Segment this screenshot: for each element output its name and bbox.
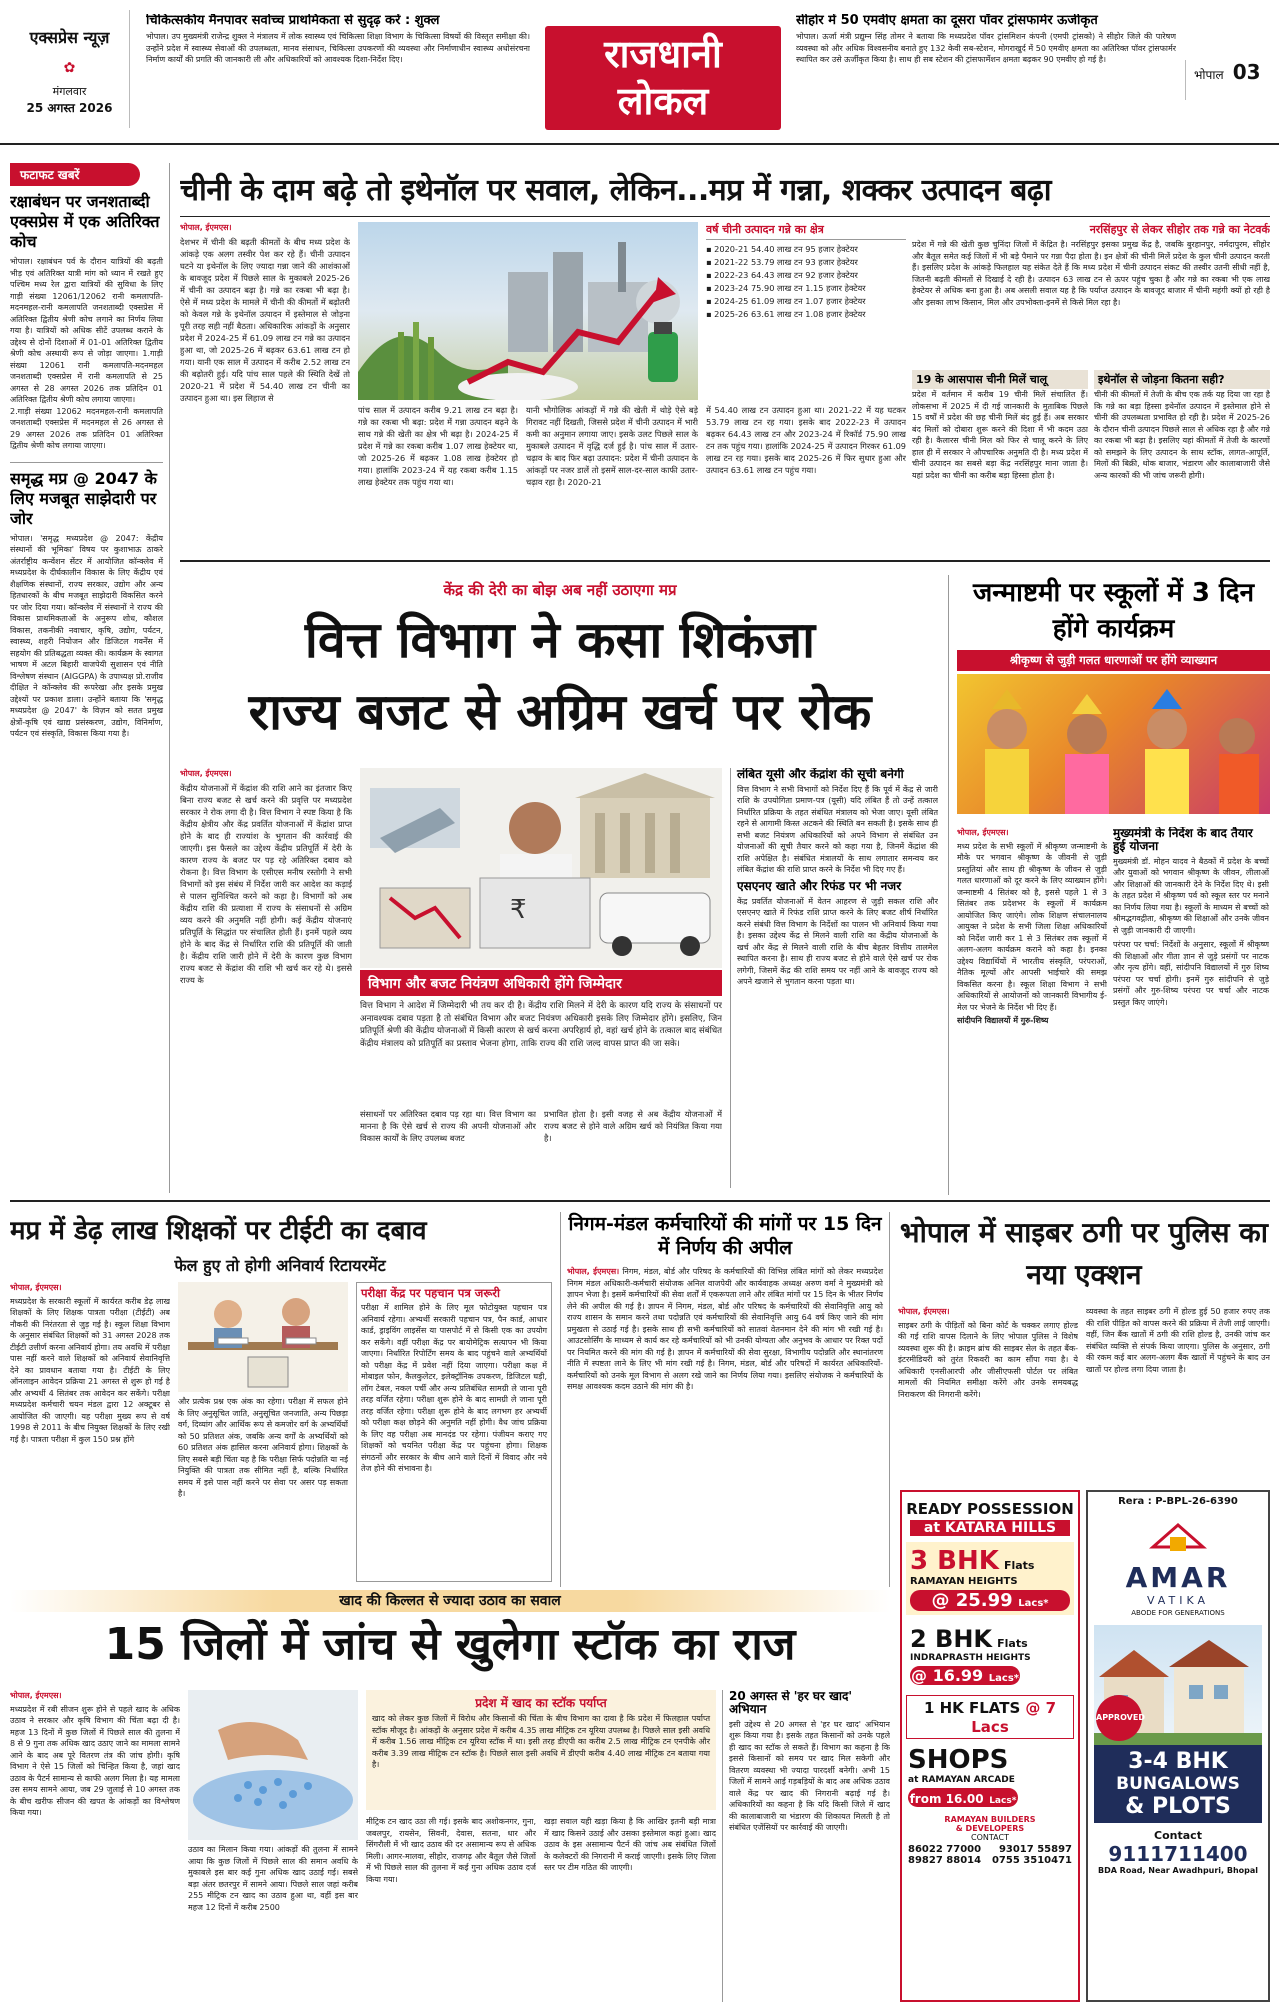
quick-news-badge: फटाफट खबरें: [10, 163, 140, 186]
sugar-headline: चीनी के दाम बढ़े तो इथेनॉल पर सवाल, लेकिन...मप्र में गन्ना, शक्कर उत्पादन बढ़ा: [180, 173, 1051, 208]
ad-ramayan-l1: READY POSSESSION: [906, 1500, 1074, 1518]
ethanol-text: चीनी की कीमतों में तेजी के बीच एक तर्क यह दिया जा रहा है कि गन्ने का बड़ा हिस्सा इथेनॉल उत्पादन में इस्तेमाल होने से चीनी की उपलब्धता प्रभावित हो रही है। प्रदेश में 2025-26 के दौरान चीनी उत्पादन पिछले साल से अधिक रहा है और गन्ने का रकबा भी बढ़ा है। इसलिए यहां कीमतों में तेजी के कारणों को समझने के लिए उत्पादन के साथ स्टॉक, लागत-आपूर्ति, मिलों की बिक्री, थोक बाजार, भंडारण और कालाबाजारी जैसे अन्य कारकों की भी जांच जरूरी होगी।: [1094, 390, 1270, 480]
section-title-1: राजधानी: [604, 32, 722, 76]
brand-name: एक्सप्रेस न्यूज़: [29, 28, 110, 47]
cm-directive-box: [1113, 827, 1269, 1192]
krishna-children-photo: [957, 674, 1270, 814]
janmashtami-story: [948, 575, 1270, 1195]
nigam-headline: निगम-मंडल कर्मचारियों की मांगों पर 15 दिन में निर्णय की अपील: [568, 1213, 882, 1259]
janmashtami-subhead: श्रीकृष्ण से जुड़ी गलत धारणाओं पर होंगे व्याख्यान: [957, 650, 1270, 671]
mills-box: [912, 370, 1088, 552]
cyber-col-1: [898, 1306, 1078, 1482]
fert-kicker: खाद की किल्लत से ज्यादा उठाव का सवाल: [10, 1590, 890, 1612]
ad-amar-badge: APPROVED: [1096, 1695, 1142, 1741]
conclave-headline: समृद्ध मप्र @ 2047 के लिए मजबूत साझेदारी पर जोर: [10, 468, 157, 528]
brief-health-text: भोपाल। उप मुख्यमंत्री राजेन्द्र शुक्ल ने मंत्रालय में लोक स्वास्थ्य एवं चिकित्सा शिक्षा विभाग के चिकित्सा विषयों की विस्तृत समीक्षा की। उन्होंने प्रदेश में स्वास्थ्य सेवाओं की उपलब्धता, मानव संसाधन, चिकित्सा उपकरणों की व्यवस्था और निर्माणाधीन स्वास्थ्य अधोसंरचना निर्माण कार्यों की प्रगति की जानकारी ली और अधिकारियों को आवश्यक दिशा-निर्देश दिए।: [146, 32, 530, 65]
finance-banner-text: वित्त विभाग ने आदेश में जिम्मेदारी भी तय कर दी है। केंद्रीय राशि मिलने में देरी के कारण यदि राज्य के संसाधनों पर अनावश्यक दबाव पड़ता है तो संबंधित विभाग और बजट नियंत्रण अधिकारी इसके लिए जिम्मेदार होंगे। इसलिए, जिन प्रतिपूर्ति श्रेणी की केंद्रीय योजनाओं में किसी कारण से खर्च करना अपरिहार्य हो, वहां खर्च होने के तत्काल बाद संबंधित केंद्रीय मंत्रालय को प्रतिपूर्ति का प्रस्ताव भेजना होगा, ताकि राज्य की राशि जल्द वापस प्राप्त की जा सके।: [360, 1001, 722, 1049]
ad-ramayan-l11: at RAMAYAN ARCADE: [908, 1775, 1015, 1785]
conclave-text: भोपाल। 'समृद्ध मध्यप्रदेश @ 2047: केंद्रीय संस्थानों की भूमिका' विषय पर कुशाभाऊ ठाकरे अंतर्राष्ट्रीय कन्वेंशन सेंटर में आयोजित कॉन्क्लेव में मध्यप्रदेश के दीर्घकालीन विकास के लिए केंद्रीय एवं शैक्षणिक संस्थानों, राज्य सरकार, उद्योग और अन्य हितधारकों के बीच मजबूत साझेदारी विकसित करने पर जोर दिया गया। कॉन्क्लेव में संस्थानों ने राज्य की विकास प्राथमिकताओं के अनुरूप शोध, कौशल विकास, तकनीकी नवाचार, कृषि, उद्योग, पर्यटन, स्वास्थ्य, शहरी नियोजन और डिजिटल गवर्नेंस में सहयोग की प्रतिबद्धता व्यक्त की। कार्यक्रम के स्वागत भाषण में अटल बिहारी वाजपेयी सुशासन एवं नीति विश्लेषण संस्थान (AIGGPA) के उपाध्यक्ष प्रो.राजीव दीक्षित ने कॉन्क्लेव की रूपरेखा और इसके प्रमुख उद्देश्यों पर प्रकाश डाला। उन्होंने बताया कि 'समृद्ध मध्यप्रदेश @ 2047' के विज़न को सतत प्रमुख क्षेत्रों-कृषि एवं खाद्य प्रसंस्करण, उद्योग, विनिर्माण, पर्यटन एवं संस्कृति, विकास किया गया है।: [10, 533, 163, 738]
flower-icon: ✿: [63, 60, 76, 76]
weekday: मंगलवार: [52, 85, 87, 98]
janmashtami-headline: जन्माष्टमी पर स्कूलों में 3 दिन होंगे कार्यक्रम: [972, 578, 1255, 644]
janmashtami-caption: सांदीपनि विद्यालयों में गुरु-शिष्य: [957, 1016, 1049, 1025]
ad-amar-logo2: VATIKA: [1146, 1594, 1209, 1607]
sugar-col-4: में 54.40 लाख टन उत्पादन हुआ था। 2021-22 में यह घटकर 53.79 लाख टन रह गया। इसके बाद 2022-23 में उत्पादन बढ़कर 64.43 लाख टन और 2023-24 में रिकॉर्ड 75.90 लाख टन तक पहुंच गया। हालांकि 2024-25 में उत्पादन गिरकर 61.09 लाख टन रह गया। इसके बाद 2025-26 में फिर सुधार हुआ और उत्पादन 63.61 लाख टन पहुंच गया।: [706, 405, 906, 475]
finance-col-1-text: केंद्रीय योजनाओं में केंद्रांश की राशि आने का इंतजार किए बिना राज्य बजट से खर्च करने की प्रवृत्ति पर मध्यप्रदेश सरकार ने रोक लगा दी है। वित्त विभाग ने स्पष्ट किया है कि केंद्रीय क्षेत्रीय और केंद्र प्रवर्तित योजनाओं में केंद्रांश प्राप्त होने के बाद ही राज्यांश के भुगतान की कार्रवाई की जाएगी। इस फैसले का उद्देश्य केंद्रीय प्रतिपूर्ति में देरी के कारण राज्य के बजट पर पड़ रहे अतिरिक्त दबाव को रोकना है। वित्त विभाग के एसीएस मनीष रस्तोगी ने सभी विभागों को इस संबंध में निर्देश जारी कर आदेश का कड़ाई से पालन सुनिश्चित करने को कहा है। विभागों को अब केंद्रीय राशि की प्रत्याशा में राज्य के संसाधनों से अग्रिम व्यय करने की अनुमति नहीं होगी। कई केंद्रीय योजनाएं प्रतिपूर्ति के सिद्धांत पर संचालित होती हैं। इनमें पहले व्यय होने के बाद केंद्र से निर्धारित राशि की प्रतिपूर्ति की जाती है। केंद्रीय राशि जारी होने में देरी के कारण कुछ विभाग राज्य बजट से केंद्रांश की राशि भी खर्च कर रहे थे। इससे राज्य के: [180, 783, 352, 985]
sugar-factory-photo: [358, 222, 698, 400]
tet-col-1-text: मध्यप्रदेश के सरकारी स्कूलों में कार्यरत करीब डेढ़ लाख शिक्षकों के लिए शिक्षक पात्रता परीक्षा (टीईटी) अब नौकरी की निरंतरता से जुड़ गई है। स्कूल शिक्षा विभाग के अनुसार संबंधित शिक्षकों को 31 अगस्त 2028 तक टीईटी उत्तीर्ण करना अनिवार्य होगा। तय अवधि में परीक्षा पास नहीं करने वाले शिक्षकों को अनिवार्य सेवानिवृत्ति देने का प्रावधान बताया गया है। टीईटी के लिए ऑनलाइन आवेदन प्रक्रिया 21 अगस्त से शुरू हो गई है और अभ्यर्थी 4 सितंबर तक आवेदन कर सकेंगे। परीक्षा मध्यप्रदेश कर्मचारी चयन मंडल द्वारा 12 अक्टूबर से आयोजित की जाएगी। यह परीक्षा मुख्य रूप से वर्ष 1998 से 2011 के बीच नियुक्त शिक्षकों के लिए रखी गई है। पात्रता परीक्षा में कुल 150 प्रश्न होंगे: [10, 1296, 170, 1444]
nigam-dateline: भोपाल, ईएमएस।: [567, 1267, 620, 1276]
har-ghar-box: [722, 1690, 890, 2002]
fert-col-4: खड़ा सवाल यही खड़ा किया है कि आखिर इतनी बड़ी मात्रा में खाद किसने उठाई और उसका इस्तेमाल कहां हुआ। खाद उठाव के इस असामान्य पैटर्न की जांच अब संबंधित जिलों के कलेक्टरों की निगरानी में कराई जाएगी। इसके लिए जिला स्तर पर टीम गठित की जाएगी।: [544, 1817, 716, 1872]
sugar-col-2: पांच साल में उत्पादन करीब 9.21 लाख टन बढ़ा है। गन्ने का रकबा भी बढ़ा: प्रदेश में गन्ना उत्पादन बढ़ने के साथ गन्ने की खेती का क्षेत्र भी बढ़ा है। 2024-25 में प्रदेश में गन्ने का रकबा करीब 1.07 लाख हेक्टेयर था, जो 2025-26 में बढ़कर 1.08 लाख हेक्टेयर हो गया। हालांकि 2023-24 में यह रकबा करीब 1.15 लाख हेक्टेयर तक पहुंच गया था।: [358, 405, 518, 487]
house-logo-icon: [1148, 1517, 1208, 1557]
ad-ramayan-l8: @ 16.99: [911, 1666, 984, 1685]
rakhi-headline: रक्षाबंधन पर जनशताब्दी एक्सप्रेस में एक अतिरिक्त कोच: [10, 192, 160, 251]
ad-ramayan-price-1: [910, 1590, 1070, 1611]
mills-text: प्रदेश में वर्तमान में करीब 19 चीनी मिलें संचालित हैं। लोकसभा में 2025 में दी गई जानकारी के मुताबिक पिछले 15 वर्षों में प्रदेश की छह चीनी मिलें बंद हुई हैं। अब सरकार बंद मिलों को दोबारा शुरू करने की दिशा में भी कदम उठा रही है। कैलारस चीनी मिल को फिर से चालू करने के लिए हाल ही में सरकार ने औपचारिक अनुमति दी है। मध्य प्रदेश में चीनी उत्पादन का सबसे बड़ा केंद्र नरसिंहपुर माना जाता है। यहां प्रदेश का चीनी का करीब बड़ा हिस्सा होता है।: [912, 390, 1088, 480]
rakhi-text: भोपाल। रक्षाबंधन पर्व के दौरान यात्रियों की बढ़ती भीड़ एवं अतिरिक्त यात्री मांग को ध्यान में रखते हुए पश्चिम मध्य रेल द्वारा यात्रियों की सुविधा के लिए गाड़ी संख्या 12061/12062 रानी कमलापति-मदनमहल-रानी कमलापति जनशताब्दी एक्सप्रेस में अतिरिक्त द्वितीय श्रेणी कोच लगाने का निर्णय लिया गया है। यात्रियों को अधिक सीटें उपलब्ध कराने के उद्देश्य से दोनों दिशाओं में 01-01 अतिरिक्त द्वितीय श्रेणी कोच अस्थायी रूप से जोड़ा जाएगा। 1.गाड़ी संख्या 12061 रानी कमलापति-मदनमहल जनशताब्दी एक्सप्रेस में रानी कमलापति से 25 अगस्त से 28 अगस्त 2026 तक प्रतिदिन 01 अतिरिक्त द्वितीय श्रेणी कोच लगाया जाएगा।: [10, 257, 163, 404]
ad-amar-l3: & PLOTS: [1125, 1794, 1231, 1819]
page-info: [1185, 60, 1275, 100]
ad-ramayan-l13: RAMAYAN BUILDERS: [944, 1815, 1036, 1824]
tet-col-2: और प्रत्येक प्रश्न एक अंक का रहेगा। परीक्षा में सफल होने के लिए अनुसूचित जाति, अनुसूचित जनजाति, अन्य पिछड़ा वर्ग, दिव्यांग और आर्थिक रूप से कमजोर वर्ग के अभ्यर्थियों को 50 प्रतिशत अंक, जबकि अन्य वर्गों के अभ्यर्थियों को 60 प्रतिशत अंक हासिल करना अनिवार्य होगा। शिक्षकों के लिए सबसे बड़ी चिंता यह है कि परीक्षा सिर्फ पदोन्नति या नई नियुक्ति की पात्रता तक सीमित नहीं है, बल्कि निर्धारित समय में इसे पास नहीं करने पर सेवा पर असर पड़ सकता है।: [178, 1397, 348, 1498]
tet-dateline: भोपाल, ईएमएस।: [10, 1283, 62, 1292]
ad-ramayan-l6: 2 BHK: [910, 1625, 993, 1653]
finance-banner: विभाग और बजट नियंत्रण अधिकारी होंगे जिम्मेदार: [360, 970, 722, 996]
city-label: भोपाल: [1194, 68, 1224, 82]
sugar-table-row: ▪ 2020-21 54.40 लाख टन 95 हजार हेक्टेयर: [706, 244, 858, 254]
brief-health: [146, 14, 530, 132]
ad-ramayan-l12b: Lacs*: [989, 1796, 1017, 1806]
finance-headline-2: राज्य बजट से अग्रिम खर्च पर रोक: [248, 683, 872, 741]
finance-dateline: भोपाल, ईएमएस।: [180, 769, 232, 778]
ad-ramayan-l3: 3 BHK: [910, 1546, 999, 1576]
ad-ramayan-l14: & DEVELOPERS: [955, 1824, 1025, 1833]
ad-ramayan-l2: at KATARA HILLS: [910, 1520, 1070, 1536]
stock-box-title: प्रदेश में खाद का स्टॉक पर्याप्त: [475, 1696, 607, 1710]
finance-col-3: प्रभावित होता है। इसी वजह से अब केंद्रीय योजनाओं में राज्य बजट से होने वाले अग्रिम खर्च को नियंत्रित किया गया है।: [544, 1109, 722, 1143]
sugar-col-1: [180, 222, 350, 552]
ad-amar-rera: Rera : P-BPL-26-6390: [1118, 1496, 1238, 1507]
cyber-col-1-text: साइबर ठगी के पीड़ितों को बिना कोर्ट के चक्कर लगाए होल्ड की गई राशि वापस दिलाने के लिए भोपाल पुलिस ने विशेष व्यवस्था शुरू की है। क्राइम ब्रांच की साइबर सेल के तहत बैंक-इंटरमीडियरी को तुरंत रिकवरी का काम सौंपा गया है। ये अधिकारी एनसीआरपी और जीसीएफसी पोर्टल पर लंबित मामलों की नियमित समीक्षा करेंगे और उनके समयबद्ध निराकरण की निगरानी करेंगे।: [898, 1320, 1078, 1399]
nigam-story: [560, 1212, 890, 1587]
ad-ramayan-l9: 1 HK FLATS: [923, 1699, 1021, 1717]
cyber-dateline: भोपाल, ईएमएस।: [898, 1307, 950, 1316]
tet-subhead: फेल हुए तो होगी अनिवार्य रिटायरमेंट: [174, 1256, 386, 1275]
tradition-text: परंपरा पर चर्चा: निर्देशों के अनुसार, स्कूलों में श्रीकृष्ण की शिक्षाओं और गीता ज्ञान से जुड़े प्रसंगों पर नाटक और नृत्य होंगे। वहीं, सांदीपनि विद्यालयों में गुरु शिष्य परंपरा पर चर्चा होगी। इनमें गुरु सांदीपनि से जुड़े प्रसंगों और गुरु-शिष्य परंपरा पर चर्चा और नाटक प्रस्तुत किए जाएंगे।: [1113, 940, 1269, 1007]
rakhi-text-2: 2.गाड़ी संख्या 12062 मदनमहल-रानी कमलापति जनशताब्दी एक्सप्रेस में मदनमहल से 26 अगस्त से 29 अगस्त 2026 तक प्रतिदिन 01 अतिरिक्त द्वितीय श्रेणी कोच लगाया जाएगा।: [10, 406, 163, 450]
fert-dateline: भोपाल, ईएमएस।: [10, 1691, 62, 1700]
brand-box: [10, 10, 130, 128]
tet-headline: मप्र में डेढ़ लाख शिक्षकों पर टीईटी का दबाव: [10, 1216, 427, 1246]
sugar-col-3: यानी भौगोलिक आंकड़ों में गन्ने की खेती में थोड़े ऐसे बड़े गिरावट नहीं दिखती, जिससे प्रदेश में चीनी उत्पादन में भारी कमी का अनुमान लगाया जाए। इसके उलट पिछले साल के मुकाबले उत्पादन में वृद्धि दर्ज हुई है। पांच साल में उतार-चढ़ाव के बाद फिर बढ़ा उत्पादन: प्रदेश में चीनी उत्पादन के आंकड़ों पर नजर डालें तो इसमें साल-दर-साल काफी उतार-चढ़ाव रहा है। 2020-21: [526, 405, 698, 487]
ethanol-title: इथेनॉल से जोड़ना कितना सही?: [1094, 370, 1270, 389]
left-column: [10, 163, 170, 1193]
uc-box: [730, 768, 938, 1188]
fert-col-1-text: मध्यप्रदेश में रबी सीजन शुरू होने से पहले खाद के अधिक उठाव ने सरकार और कृषि विभाग की चिंता बढ़ा दी है। महज 13 दिनों में कुछ जिलों में पिछले साल की तुलना में 8 से 9 गुना तक अधिक खाद उठाए जाने का मामला सामने आने के बाद अब पूरे वितरण तंत्र की जांच होगी। कृषि विभाग ने ऐसे 15 जिलों को चिन्हित किया है, जहां खाद उठाव के पैटर्न सामान्य से काफी अलग मिला है। यह मामला उस समय सामने आया, जब 29 जुलाई से 10 अगस्त तक के बीच खरीफ सीजन की खपत के आंकड़ों का विश्लेषण किया गया।: [10, 1704, 180, 1817]
sugar-table-row: ▪ 2022-23 64.43 लाख टन 92 हजार हेक्टेयर: [706, 270, 858, 280]
narsinghpur-title: नरसिंहपुर से लेकर सीहोर तक गन्ने का नेटवर्क: [1089, 223, 1270, 236]
issue-date: 25 अगस्त 2026: [26, 101, 113, 115]
ad-ramayan-l5: @ 25.99: [931, 1590, 1013, 1611]
bungalow-photo: [1094, 1625, 1262, 1745]
tet-col-1: [10, 1282, 170, 1582]
ad-ramayan-l10: SHOPS: [908, 1745, 1009, 1775]
finance-kicker: केंद्र की देरी का बोझ अब नहीं उठाएगा मप्र: [443, 581, 677, 599]
narsinghpur-box: [912, 222, 1270, 367]
ad-amar-address: BDA Road, Near Awadhpuri, Bhopal: [1097, 1866, 1259, 1875]
janmashtami-dateline: भोपाल, ईएमएस।: [957, 828, 1009, 837]
ad-ramayan-l5b: Lacs*: [1018, 1598, 1049, 1609]
masthead: [0, 0, 1279, 145]
ad-ramayan-phone-1[interactable]: 86022 77000: [908, 1844, 982, 1855]
id-box-title: परीक्षा केंद्र पर पहचान पत्र जरूरी: [361, 1286, 500, 1300]
section-logo: [545, 26, 781, 130]
nigam-body: [567, 1266, 883, 1393]
ad-amar-l1: 3-4 BHK: [1128, 1749, 1228, 1774]
exam-illustration: [178, 1282, 348, 1392]
sna-box-title: एसएनए खाते और रिफंड पर भी नजर: [737, 878, 902, 893]
mills-title: 19 के आसपास चीनी मिलें चालू: [912, 370, 1088, 389]
ad-ramayan-price-2: [910, 1666, 1020, 1685]
janmashtami-text: मध्य प्रदेश के सभी स्कूलों में श्रीकृष्ण जन्माष्टमी के मौके पर भगवान श्रीकृष्ण के जीवनी से जुड़ी प्रस्तुतियां और साथ ही श्रीकृष्ण के जीवन से जुड़ी गलत धारणाओं को दूर करने के लिए व्याख्यान होंगे। जन्माष्टमी 4 सितंबर को है, इससे पहले 1 से 3 सितंबर तक प्रदेशभर के स्कूलों में कार्यक्रम आयोजित किए जाएंगे। लोक शिक्षण संचालनालय आयुक्त ने प्रदेश के सभी जिला शिक्षा अधिकारियों को निर्देश जारी कर 1 से 3 सितंबर तक स्कूलों में अलग-अलग कार्यक्रम कराने को कहा है। इनका उद्देश्य विद्यार्थियों में भारतीय संस्कृति, परंपराओं, नैतिक मूल्यों और आपसी भाईचारे की समझ विकसित करना है। स्कूल शिक्षा विभाग ने सभी अधिकारियों से आयोजनों को जानकारी विभागीय ई-मेल पर भेजने के निर्देश भी दिए हैं।: [957, 841, 1107, 1012]
stock-box-text: खाद को लेकर कुछ जिलों में विरोध और किसानों की चिंता के बीच विभाग का दावा है कि प्रदेश में फिलहाल पर्याप्त स्टॉक मौजूद है। आंकड़ों के अनुसार प्रदेश में करीब 4.35 लाख मीट्रिक टन यूरिया उपलब्ध है। पिछले साल इसी अवधि में करीब 1.56 लाख मीट्रिक टन यूरिया स्टॉक में था। इसी तरह डीएपी का करीब 2.5 लाख मीट्रिक टन एनपीके और करीब 3.39 लाख मीट्रिक टन स्टॉक है। पिछले साल इसी अवधि में डीएपी करीब 4.40 लाख मीट्रिक टन बताया गया है।: [372, 1714, 710, 1769]
sugar-table-row: ▪ 2024-25 61.09 लाख टन 1.07 हजार हेक्टेयर: [706, 296, 866, 306]
id-box-text: परीक्षा में शामिल होने के लिए मूल फोटोयुक्त पहचान पत्र अनिवार्य रहेगा। अभ्यर्थी सरकारी पहचान पत्र, पैन कार्ड, आधार कार्ड, ड्राइविंग लाइसेंस या पासपोर्ट में से किसी एक का उपयोग कर सकेंगे। वहीं परीक्षा केंद्र पर बायोमेट्रिक सत्यापन भी किया जाएगा। निर्धारित रिपोर्टिंग समय के बाद पहुंचने वाले अभ्यर्थियों को परीक्षा केंद्र में प्रवेश नहीं दिया जाएगा। परीक्षा कक्ष में मोबाइल फोन, कैलकुलेटर, इलेक्ट्रॉनिक उपकरण, डिजिटल घड़ी, लॉग टेबल, नकल पर्ची और अन्य प्रतिबंधित सामग्री ले जाना पूरी तरह वर्जित रहेगा। परीक्षा शुरू होने के बाद सामग्री ले जाना पूरी तरह वर्जित रहेगा। परीक्षा शुरू होने के बाद लगभग हर अभ्यर्थी को परीक्षा कक्ष छोड़ने की अनुमति नहीं होगी। वैध जांच प्रक्रिया के लिए वह परीक्षा अब मानदंड पर रहेगा। पंजीयन कराए गए शिक्षकों को चयनित परीक्षा केंद्र पर पहुंचना होगा। शिक्षक संगठनों और सरकार के बीच आने वाले दिनों में विवाद और नये तेज होने की संभावना है।: [361, 1303, 547, 1474]
finance-minister-photo: [360, 768, 722, 968]
sugar-table-row: ▪ 2021-22 53.79 लाख टन 93 हजार हेक्टेयर: [706, 257, 858, 267]
fert-col-1: [10, 1690, 180, 2002]
ad-ramayan-l12: from 16.00: [909, 1792, 984, 1806]
ad-amar-logo: AMAR: [1125, 1561, 1231, 1594]
brief-power-title: सीहोर में 50 एमवीए क्षमता का दूसरा पॉवर ट्रांसफार्मर ऊर्जीकृत: [796, 14, 1098, 28]
ad-ramayan-phone-2[interactable]: 93017 55897: [998, 1844, 1072, 1855]
fert-headline: 15 जिलों में जांच से खुलेगा स्टॉक का राज: [104, 1619, 796, 1670]
nigam-text: निगम, मंडल, बोर्ड और परिषद के कर्मचारियों की विभिन्न लंबित मांगों को लेकर मध्यप्रदेश निगम मंडल अधिकारी-कर्मचारी संयोजक अनिल वाजपेयी और कार्यवाहक अध्यक्ष अरुण वर्मा ने मुख्यमंत्री को ज्ञापन भेजा है। इसमें कर्मचारियों की सेवा शर्तों में एकरूपता लाने और लंबित मांगों पर 15 दिन के भीतर निर्णय लेने की अपील की गई है। ज्ञापन में निगम, मंडल, बोर्ड और परिषद के कर्मचारियों की सेवानिवृत्ति आयु को राज्य शासन के समान करने तथा पदोन्नति एवं कर्मचारियों की सेवानिवृत्ति आयु 64 वर्ष किए जाने की मांग प्रमुखता से उठाई गई है। इसके साथ ही सभी कर्मचारियों को सातवां वेतनमान देने की मांग भी रखी गई है। आउटसोर्सिंग के माध्यम से कार्य कर रहे कर्मचारियों को भी उनकी योग्यता और अनुभव के आधार पर रिक्त पदों पर नियमित करने की मांग की गई है। ज्ञापन में कर्मचारियों की सेवा सुरक्षा, विभागीय पदोन्नति और स्थानांतरण नीति में स्पष्टता लाने के लिए भी मांग रखी गई है। निगम, मंडल, बोर्ड और परिषदों में कार्यरत अधिकारियों-कर्मचारियों को उनके मूल विभाग से अलग रखे जाने का निर्णय लिया गया। इसलिए संयोजक ने कर्मचारियों के समक्ष आवश्यक कदम उठाने की मांग की है।: [567, 1267, 884, 1391]
ad-amar-vatika: [1086, 1490, 1270, 2002]
stock-box: [366, 1690, 716, 1810]
ad-ramayan-l9b: @ 7 Lacs: [971, 1699, 1057, 1736]
fert-col-2: उठाव का मिलान किया गया। आंकड़ों की तुलना में सामने आया कि कुछ जिलों में पिछले साल की समान अवधि के मुकाबले इस बार कई गुना अधिक खाद उठाई गई। सबसे बड़ा अंतर छतरपुर में सामने आया। पिछले साल जहां करीब 255 मीट्रिक टन खाद का उठाव हुआ था, वहीं इस बार महज 12 दिनों में करीब 2500: [188, 1845, 358, 1912]
ad-ramayan-l4: RAMAYAN HEIGHTS: [910, 1576, 1018, 1587]
page-number: 03: [1232, 60, 1261, 84]
id-box: [356, 1282, 552, 1582]
finance-headline-1: वित्त विभाग ने कसा शिकंजा: [304, 611, 816, 669]
cyber-col-2: व्यवस्था के तहत साइबर ठगी में होल्ड हुई 50 हजार रुपए तक की राशि पीड़ित को वापस करने की प्रक्रिया में तेजी लाई जाएगी। वहीं, जिन बैंक खातों में ठगी की राशि होल्ड है, उनकी जांच कर संबंधित व्यक्ति से संपर्क किया जाएगा। पुलिस के अनुसार, ठगी की रकम कई बार अलग-अलग बैंक खातों में पहुंचने के बाद उन खातों पर होल्ड लगा दिया जाता है।: [1086, 1307, 1270, 1374]
finance-col-1: [180, 768, 352, 1188]
sugar-table-rows: [706, 243, 906, 320]
ad-ramayan-phone-4[interactable]: 0755 3510471: [991, 1855, 1072, 1866]
fert-col-3: मीट्रिक टन खाद उठा ली गई। इसके बाद अशोकनगर, गुना, जबलपुर, रायसेन, सिवनी, देवास, सतना, धार और सिंगरौली में भी खाद उठाव की दर असामान्य रूप से अधिक मिली। आगर-मालवा, सीहोर, राजगढ़ और बैतूल जैसे जिलों में भी पिछले साल की तुलना में कई गुना अधिक उठाव दर्ज किया गया।: [366, 1817, 536, 1884]
sugar-dateline: भोपाल, ईएमएस।: [180, 223, 232, 232]
ad-ramayan-l15: CONTACT: [971, 1833, 1009, 1842]
fertilizer-photo: [188, 1690, 358, 1840]
cm-directive-text: मुख्यमंत्री डॉ. मोहन यादव ने बैठकों में प्रदेश के बच्चों और युवाओं को भगवान श्रीकृष्ण के जीवन, लीलाओं और शिक्षाओं की जानकारी देने के निर्देश दिए थे। इसी के तहत प्रदेश में श्रीकृष्ण पर्व को स्कूल स्तर पर मनाने का निर्णय लिया गया है। स्कूलों के माध्यम से बच्चों को श्रीमद्भगवद्गीता, श्रीकृष्ण की शिक्षाओं और उनके जीवन से जुड़ी जानकारी दी जाएगी।: [1113, 856, 1269, 935]
cm-directive-title: मुख्यमंत्री के निर्देश के बाद तैयार हुई योजना: [1113, 827, 1253, 853]
finance-col-2: संसाधनों पर अतिरिक्त दबाव पड़ रहा था। वित्त विभाग का मानना है कि ऐसे खर्च से राज्य की अपनी योजनाओं और विकास कार्यों के लिए उपलब्ध बजट: [360, 1109, 536, 1143]
ad-ramayan: [900, 1490, 1080, 2002]
cyber-headline: भोपाल में साइबर ठगी पर पुलिस का नया एक्शन: [899, 1216, 1269, 1291]
janmashtami-col-1: [957, 827, 1107, 1192]
ethanol-box: [1094, 370, 1270, 552]
ad-ramayan-l7: INDRAPRASTH HEIGHTS: [910, 1653, 1031, 1663]
narsinghpur-text: प्रदेश में गन्ने की खेती कुछ चुनिंदा जिलों में केंद्रित है। नरसिंहपुर इसका प्रमुख केंद्र है, जबकि बुरहानपुर, नर्मदापुरम, सीहोर और बैतूल समेत कई जिलों में भी बड़े पैमाने पर गन्ना पैदा होता है। इन क्षेत्रों की चीनी मिलें प्रदेश के कुल चीनी उत्पादन करती हैं। इसलिए प्रदेश के आंकड़े फिलहाल यह संकेत देते हैं कि मध्य प्रदेश में चीनी उत्पादन संकट की तस्वीर उतनी सीधी नहीं है, जितनी बढ़ती कीमतों से दिखाई दे रही है। उत्पादन 63 लाख टन से ऊपर पहुंच चुका है और गन्ने का रकबा भी एक लाख हेक्टेयर से अधिक बना हुआ है। अब असली सवाल यह है कि पर्याप्त उत्पादन के बावजूद बाजार में चीनी महंगी क्यों हो रही है और इसका लाभ किसान, मिल और उपभोक्ता-इनमें से किसे मिल रहा है।: [912, 240, 1270, 307]
ad-ramayan-l6b: Flats: [997, 1637, 1028, 1650]
sugar-table: [706, 222, 906, 402]
uc-box-title: लंबित यूसी और केंद्रांश की सूची बनेगी: [737, 768, 904, 781]
section-title-2: लोकल: [617, 79, 709, 123]
brief-power: [796, 14, 1176, 132]
ad-amar-phone[interactable]: 9111711400: [1108, 1842, 1248, 1866]
har-ghar-title: 20 अगस्त से 'हर घर खाद' अभियान: [729, 1690, 853, 1716]
brief-health-title: चिकित्सकीय मैनपावर सर्वोच्च प्राथमिकता से सुदृढ़ करें : शुक्ल: [146, 14, 440, 28]
ad-amar-contact-label: Contact: [1154, 1829, 1202, 1842]
brief-power-text: भोपाल। ऊर्जा मंत्री प्रद्युम्न सिंह तोमर ने बताया कि मध्यप्रदेश पॉवर ट्रांसमिशन कंपनी (एमपी ट्रांसको) ने सीहोर जिले की पारेषण व्यवस्था को और अधिक विश्वसनीय बनाते हुए 132 केवी सब-स्टेशन, मोगराखुर्द में 50 एमवीए क्षमता का अतिरिक्त पॉवर ट्रांसफार्मर स्थापित कर उसे ऊर्जीकृत किया है। साथ ही सब स्टेशन की ट्रांसफार्मेशन क्षमता बढ़कर 90 एमवीए हो गई है।: [796, 32, 1176, 65]
ad-ramayan-price-3: [908, 1788, 1018, 1807]
ad-ramayan-l8b: Lacs*: [988, 1673, 1019, 1684]
sugar-table-row: ▪ 2023-24 75.90 लाख टन 1.15 हजार हेक्टेयर: [706, 283, 866, 293]
har-ghar-text: इसी उद्देश्य से 20 अगस्त से 'हर घर खाद' अभियान शुरू किया गया है। इसके तहत किसानों को उनके पहले ही खाद का स्टॉक ले सकते हैं। विभाग का कहना है कि इससे किसानों को समय पर खाद मिल सकेगी और वितरण व्यवस्था भी ज्यादा पारदर्शी बनेगी। अभी 15 जिलों में सामने आई गड़बड़ियों के बाद अब अधिक उठाव वाले केंद्र पर खाद की निगरानी बढ़ाई गई है। अधिकारियों का कहना है कि यदि किसी जिले में खाद की कालाबाजारी या भंडारण की शिकायत मिलती है तो संबंधित एजेंसियों पर कार्रवाई की जाएगी।: [729, 1719, 890, 1833]
uc-box-text: वित्त विभाग ने सभी विभागों को निर्देश दिए हैं कि पूर्व में केंद्र से जारी राशि के उपयोगिता प्रमाण-पत्र (यूसी) यदि लंबित हैं तो उन्हें तत्काल निर्धारित प्रक्रिया के तहत संबंधित मंत्रालय को भेजा जाए। यूसी लंबित रहने से आगामी किस्त अटकने की स्थिति बन सकती है। इसके साथ ही सभी बजट नियंत्रण अधिकारियों को अपने विभाग से संबंधित उन योजनाओं की सूची तैयार करने को कहा गया है, जिनमें केंद्रांश की राशि अपेक्षित है। संबंधित मंत्रालयों के साथ लगातार समन्वय कर लंबित केंद्रांश की राशि प्राप्त करने के निर्देश भी दिए गए हैं।: [737, 784, 938, 875]
sugar-table-title: वर्ष चीनी उत्पादन गन्ने का क्षेत्र: [706, 222, 906, 240]
ad-ramayan-l3b: Flats: [1003, 1559, 1035, 1572]
sna-box-text: केंद्र प्रवर्तित योजनाओं में वेतन आहरण से जुड़ी सकल राशि और एसएनए खाते में रिफंड राशि प्राप्त करने के लिए बजट शीर्ष निर्धारित करने संबंधी वित्त विभाग के निर्देशों का पालन भी अनिवार्य किया गया है। इसका उद्देश्य केंद्र से मिलने वाली राशि का केंद्रीय योजनाओं के खर्च और केंद्र से मिलने वाली राशि के बीच बेहतर वित्तीय तालमेल स्थापित करना है। साथ ही राज्य बजट से होने वाले ऐसे खर्च पर रोक लगेगी, जिसमें केंद्र की राशि समय पर नहीं आने के बावजूद राज्य को अपने खजाने से भुगतान करना पड़ता था।: [737, 896, 938, 987]
sugar-table-row: ▪ 2025-26 63.61 लाख टन 1.08 हजार हेक्टेयर: [706, 309, 866, 319]
ad-amar-l2: BUNGALOWS: [1116, 1774, 1240, 1794]
svg-text:₹: ₹: [510, 895, 527, 925]
ad-ramayan-phone-3[interactable]: 89827 88014: [908, 1855, 982, 1866]
sugar-col-1-text: देशभर में चीनी की बढ़ती कीमतों के बीच मध्य प्रदेश के आंकड़े एक अलग तस्वीर पेश कर रहे हैं। चीनी उत्पादन घटने या इथेनॉल के लिए ज्यादा गन्ना जाने की आशंकाओं के बावजूद प्रदेश में पिछले साल के मुकाबले 2025-26 में चीनी का उत्पादन बढ़ा है। गन्ने का रकबा भी बढ़ा है। ऐसे में मध्य प्रदेश के मामले में चीनी की कीमतों में बढ़ोतरी को केवल गन्ने के इथेनॉल उत्पादन में इस्तेमाल से जोड़ना पूरी तरह सही नहीं बैठता। अधिकारिक आंकड़ों के अनुसार प्रदेश में 2024-25 में 61.09 लाख टन गन्ने का उत्पादन हुआ था, जो 2025-26 में बढ़कर 63.61 लाख टन हो गया। यानी एक साल में उत्पादन में करीब 2.52 लाख टन की बढ़ोतरी हुई। यदि पांच साल पहले की स्थिति देखें तो 2020-21 में प्रदेश में 54.40 लाख टन चीनी का उत्पादन हुआ था। इस लिहाज से: [180, 237, 350, 403]
ad-amar-tagline: ABODE FOR GENERATIONS: [1131, 1609, 1225, 1617]
